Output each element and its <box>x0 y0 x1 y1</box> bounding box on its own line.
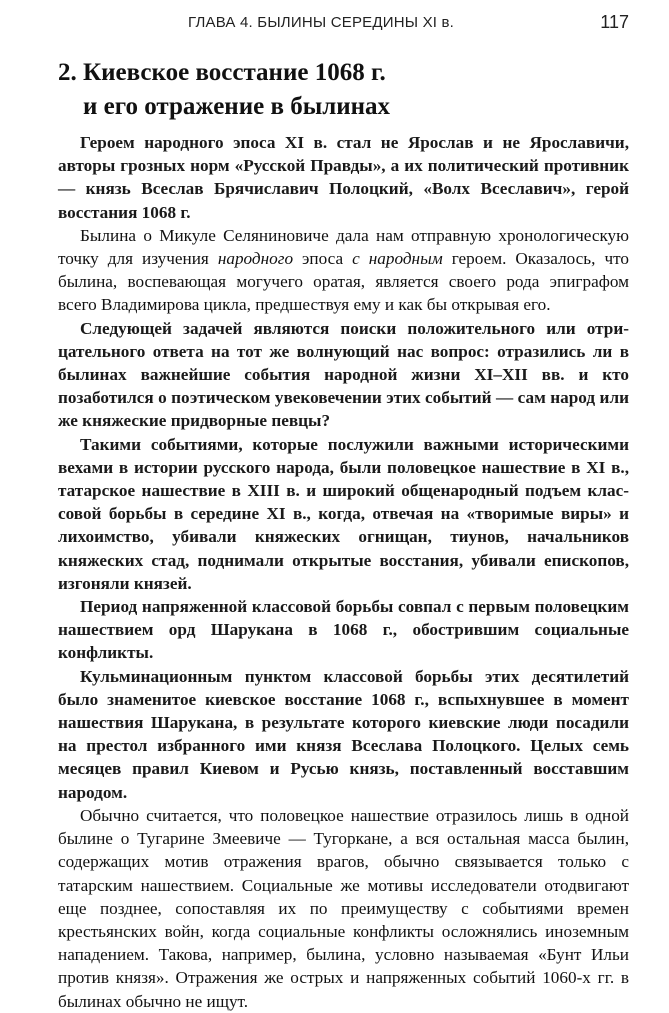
paragraph-5: Период напряженной классовой борьбы совпал с первым половецким нашествием орд Шарукана в 1068 г., обострившим социальные конфликты. <box>58 597 629 663</box>
paragraph-2-italic-a: народного <box>217 249 294 269</box>
paragraph-3: Следующей задачей являются поиски положительного или отрицательного ответа на тот же волнующий нас вопрос: отразились ли в былинах важнейшие события народной жизни XI–XII вв. и кто позаботился о поэтическом увековечении этих событий — сам народ или же княжеские придворные певцы? <box>58 318 629 431</box>
chapter-running-title: ГЛАВА 4. БЫЛИНЫ СЕРЕДИНЫ XI в. <box>188 14 455 31</box>
body-text <box>58 131 629 1013</box>
page-number: 117 <box>600 12 629 32</box>
paragraph-2-text-c: героем. Оказалось, что былина, воспевающая могучего оратая, является своего рода эпиграфом всего Владимирова цикла, предшествуя ему и как бы открывая его. <box>58 249 629 315</box>
section-title <box>58 56 629 124</box>
paragraph-2-text-a: Былина о Микуле Селяниновиче дала нам отправную хронологическую точку для изучения <box>58 225 629 269</box>
paragraph-4: Такими событиями, которые послужили важными историческими вехами в истории русского народа, были половецкое нашествие в XI в., татарское нашествие в XIII в. и широкий общенародный подъем классовой борьбы в середине XI в., когда, отвечая на «творимые виры» и лихоимство, убивали княжеских огнищан, тиунов, начальников княжеских стад, поднимали открытые восстания, убивали епископов, изгоняли князей. <box>58 434 629 593</box>
paragraph-1: Героем народного эпоса XI в. стал не Ярослав и не Ярославичи, авторы грозных норм «Русской Правды», а их политический противник — князь Всеслав Брячиславич Полоцкий, «Волх Всеславич», герой восстания 1068 г. <box>58 133 629 222</box>
paragraph-7: Обычно считается, что половецкое нашествие отразилось лишь в одной былине о Тугарине Змеевиче — Тугоркане, а вся остальная масса былин, содержащих мотив отражения врагов, обычно связывается только с татарским нашествием. Социальные же мотивы исследователи отодвигают еще позднее, сопоставляя их по преимуществу с событиями времен крестьянских войн, когда социальные конфликты осложнялись иноземным нападением. Такова, например, былина, условно называемая «Бунт Ильи против князя». Отражения же острых и напряженных событий 1060-х гг. в былинах обычно не ищут. <box>58 805 629 1011</box>
paragraph-6: Кульминационным пунктом классовой борьбы этих десятилетий было знаменитое киевское восстание 1068 г., вспыхнувшее в момент нашествия Шарукана, в результате которого киевские люди посадили на престол избранного ими князя Всеслава Полоцкого. Целых семь месяцев правил Киевом и Русью князь, поставленный восставшим народом. <box>58 666 629 802</box>
paragraph-2-italic-b: с народным <box>352 249 443 269</box>
section-title-line-1: 2. Киевское восстание 1068 г. <box>58 59 386 86</box>
paragraph-2-text-b: эпоса <box>293 249 353 269</box>
running-header <box>58 14 629 38</box>
paragraph-2 <box>58 224 629 317</box>
section-title-line-2: и его отражение в былинах <box>83 93 391 120</box>
